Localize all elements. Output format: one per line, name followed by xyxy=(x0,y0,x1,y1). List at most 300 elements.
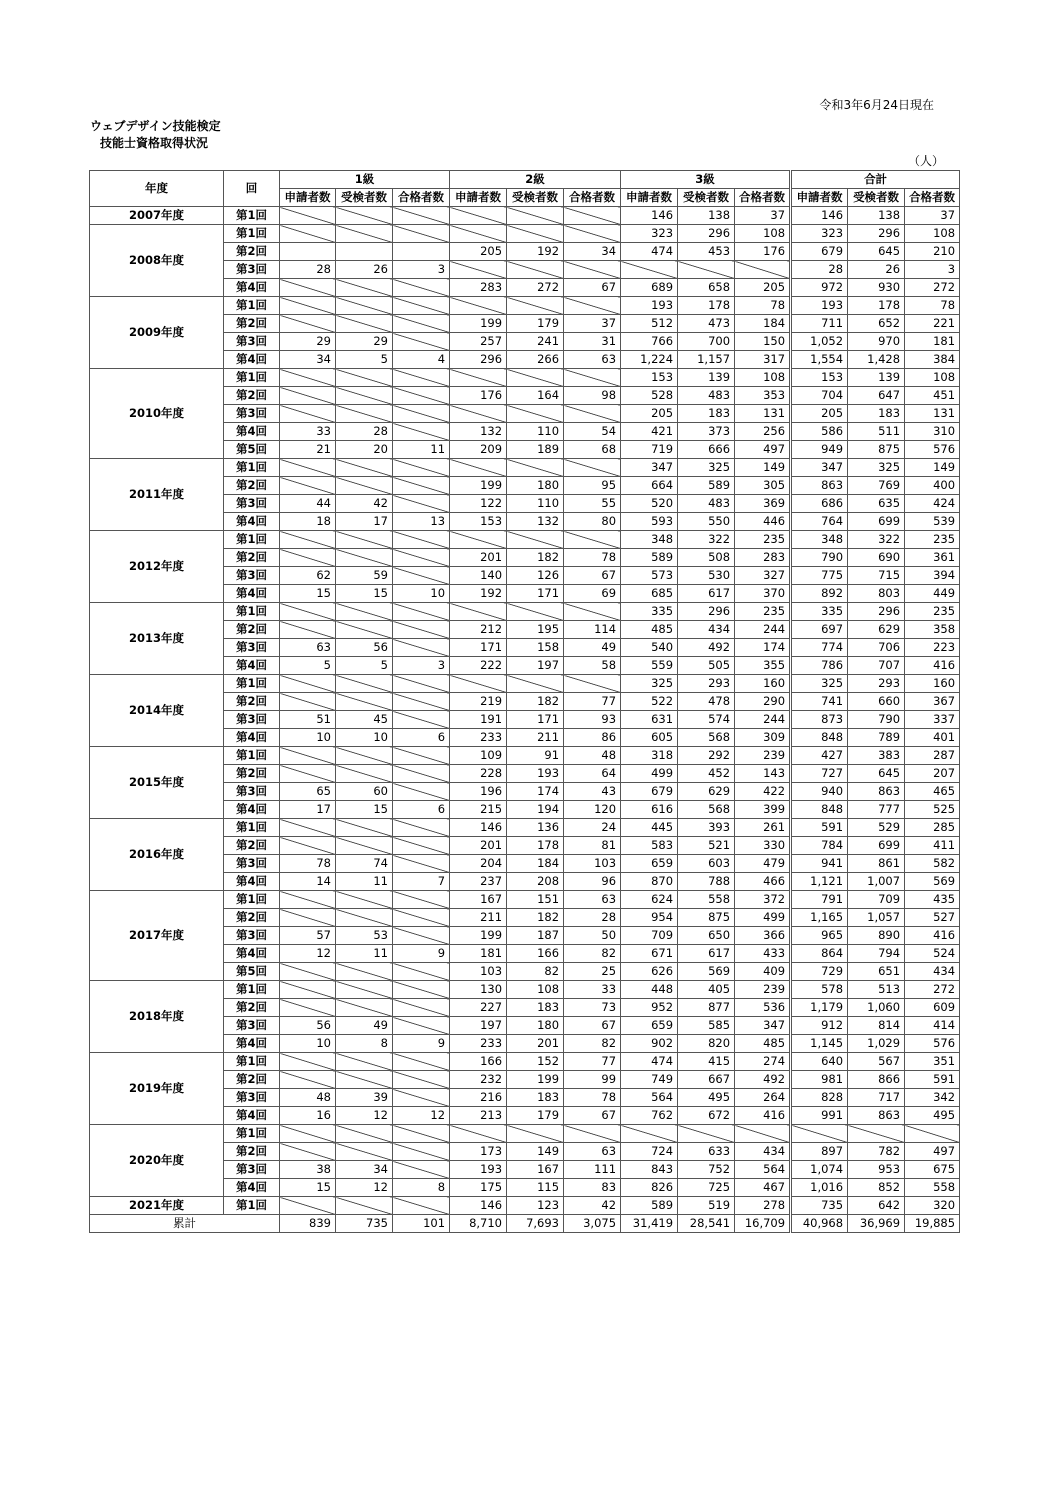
value-cell: 5 xyxy=(280,657,336,675)
total-value-cell: 19,885 xyxy=(905,1215,960,1233)
value-cell: 568 xyxy=(678,729,735,747)
value-cell: 82 xyxy=(507,963,564,981)
value-cell: 358 xyxy=(905,621,960,639)
empty-cell xyxy=(393,927,450,945)
value-cell: 667 xyxy=(678,1071,735,1089)
value-cell: 558 xyxy=(905,1179,960,1197)
report-date: 令和3年6月24日現在 xyxy=(819,98,934,112)
value-cell: 74 xyxy=(336,855,393,873)
value-cell: 465 xyxy=(905,783,960,801)
value-cell: 183 xyxy=(848,405,905,423)
round-cell: 第1回 xyxy=(224,819,280,837)
value-cell: 183 xyxy=(507,999,564,1017)
value-cell: 205 xyxy=(735,279,791,297)
value-cell: 212 xyxy=(450,621,507,639)
value-cell: 67 xyxy=(564,567,621,585)
value-cell: 216 xyxy=(450,1089,507,1107)
value-cell: 1,007 xyxy=(848,873,905,891)
value-cell: 369 xyxy=(735,495,791,513)
value-cell: 370 xyxy=(735,585,791,603)
empty-cell xyxy=(450,207,507,225)
empty-cell xyxy=(507,207,564,225)
value-cell: 108 xyxy=(735,369,791,387)
empty-cell xyxy=(280,1197,336,1215)
round-cell: 第4回 xyxy=(224,423,280,441)
value-cell: 991 xyxy=(791,1107,848,1125)
value-cell: 912 xyxy=(791,1017,848,1035)
value-cell: 474 xyxy=(621,243,678,261)
value-cell: 31 xyxy=(564,333,621,351)
value-cell: 505 xyxy=(678,657,735,675)
value-cell: 29 xyxy=(280,333,336,351)
empty-cell xyxy=(280,1143,336,1161)
round-cell: 第2回 xyxy=(224,909,280,927)
round-cell: 第1回 xyxy=(224,891,280,909)
round-cell: 第4回 xyxy=(224,585,280,603)
value-cell: 309 xyxy=(735,729,791,747)
value-cell: 256 xyxy=(735,423,791,441)
empty-cell xyxy=(393,909,450,927)
value-cell: 149 xyxy=(905,459,960,477)
value-cell: 292 xyxy=(678,747,735,765)
total-value-cell: 16,709 xyxy=(735,1215,791,1233)
value-cell: 949 xyxy=(791,441,848,459)
empty-cell xyxy=(393,333,450,351)
value-cell: 182 xyxy=(507,909,564,927)
value-cell: 29 xyxy=(336,333,393,351)
value-cell: 82 xyxy=(564,945,621,963)
round-cell: 第1回 xyxy=(224,1197,280,1215)
value-cell: 1,145 xyxy=(791,1035,848,1053)
empty-cell xyxy=(280,207,336,225)
round-cell: 第2回 xyxy=(224,387,280,405)
value-cell: 399 xyxy=(735,801,791,819)
value-cell: 1,428 xyxy=(848,351,905,369)
sub-header-passers: 合格者数 xyxy=(564,189,621,207)
value-cell: 62 xyxy=(280,567,336,585)
value-cell: 411 xyxy=(905,837,960,855)
round-cell: 第3回 xyxy=(224,639,280,657)
value-cell: 790 xyxy=(848,711,905,729)
value-cell: 56 xyxy=(280,1017,336,1035)
value-cell: 146 xyxy=(450,819,507,837)
value-cell: 727 xyxy=(791,765,848,783)
value-cell: 826 xyxy=(621,1179,678,1197)
value-cell: 205 xyxy=(791,405,848,423)
value-cell: 1,074 xyxy=(791,1161,848,1179)
value-cell: 239 xyxy=(735,981,791,999)
value-cell: 585 xyxy=(678,1017,735,1035)
value-cell: 848 xyxy=(791,729,848,747)
value-cell: 153 xyxy=(450,513,507,531)
empty-cell xyxy=(791,1125,848,1143)
value-cell: 483 xyxy=(678,387,735,405)
value-cell: 626 xyxy=(621,963,678,981)
empty-cell xyxy=(393,1143,450,1161)
table-row xyxy=(90,297,960,315)
value-cell: 660 xyxy=(848,693,905,711)
empty-cell xyxy=(393,963,450,981)
value-cell: 228 xyxy=(450,765,507,783)
empty-cell xyxy=(336,405,393,423)
value-cell: 7 xyxy=(393,873,450,891)
value-cell: 852 xyxy=(848,1179,905,1197)
empty-cell xyxy=(450,603,507,621)
value-cell: 777 xyxy=(848,801,905,819)
value-cell: 11 xyxy=(336,945,393,963)
value-cell: 650 xyxy=(678,927,735,945)
value-cell: 182 xyxy=(507,693,564,711)
total-value-cell: 735 xyxy=(336,1215,393,1233)
value-cell: 589 xyxy=(678,477,735,495)
value-cell: 788 xyxy=(678,873,735,891)
value-cell: 353 xyxy=(735,387,791,405)
round-cell: 第3回 xyxy=(224,1089,280,1107)
page-subtitle: 技能士資格取得状況 xyxy=(100,136,209,150)
value-cell: 1,060 xyxy=(848,999,905,1017)
value-cell: 49 xyxy=(336,1017,393,1035)
value-cell: 492 xyxy=(678,639,735,657)
empty-cell xyxy=(393,783,450,801)
empty-cell xyxy=(336,1053,393,1071)
value-cell: 499 xyxy=(621,765,678,783)
empty-cell xyxy=(336,477,393,495)
value-cell: 219 xyxy=(450,693,507,711)
value-cell: 530 xyxy=(678,567,735,585)
value-cell: 578 xyxy=(791,981,848,999)
value-cell: 690 xyxy=(848,549,905,567)
empty-cell xyxy=(393,423,450,441)
value-cell: 1,016 xyxy=(791,1179,848,1197)
empty-cell xyxy=(393,369,450,387)
value-cell: 361 xyxy=(905,549,960,567)
empty-cell xyxy=(393,297,450,315)
table-body xyxy=(90,207,960,1233)
value-cell: 151 xyxy=(507,891,564,909)
empty-cell xyxy=(393,1071,450,1089)
value-cell: 160 xyxy=(735,675,791,693)
value-cell: 972 xyxy=(791,279,848,297)
empty-cell xyxy=(336,765,393,783)
value-cell: 393 xyxy=(678,819,735,837)
empty-cell xyxy=(450,261,507,279)
value-cell: 183 xyxy=(507,1089,564,1107)
value-cell: 415 xyxy=(678,1053,735,1071)
value-cell: 863 xyxy=(848,1107,905,1125)
empty-cell xyxy=(393,639,450,657)
value-cell: 706 xyxy=(848,639,905,657)
value-cell: 717 xyxy=(848,1089,905,1107)
value-cell: 347 xyxy=(791,459,848,477)
empty-cell xyxy=(393,981,450,999)
value-cell: 679 xyxy=(791,243,848,261)
year-cell: 2012年度 xyxy=(90,531,224,603)
value-cell: 266 xyxy=(507,351,564,369)
value-cell: 529 xyxy=(848,819,905,837)
round-cell: 第4回 xyxy=(224,513,280,531)
value-cell: 524 xyxy=(905,945,960,963)
empty-cell xyxy=(280,405,336,423)
value-cell: 631 xyxy=(621,711,678,729)
total-value-cell: 28,541 xyxy=(678,1215,735,1233)
empty-cell xyxy=(450,297,507,315)
value-cell: 69 xyxy=(564,585,621,603)
value-cell: 400 xyxy=(905,477,960,495)
empty-cell xyxy=(336,531,393,549)
empty-cell xyxy=(393,477,450,495)
empty-cell xyxy=(507,261,564,279)
round-cell: 第4回 xyxy=(224,657,280,675)
value-cell: 122 xyxy=(450,495,507,513)
value-cell: 550 xyxy=(678,513,735,531)
value-cell: 473 xyxy=(678,315,735,333)
value-cell: 59 xyxy=(336,567,393,585)
value-cell xyxy=(336,243,393,261)
table-row xyxy=(90,225,960,243)
value-cell: 13 xyxy=(393,513,450,531)
value-cell: 37 xyxy=(735,207,791,225)
value-cell: 110 xyxy=(507,423,564,441)
empty-cell xyxy=(280,297,336,315)
value-cell: 43 xyxy=(564,783,621,801)
value-cell: 700 xyxy=(678,333,735,351)
round-cell: 第4回 xyxy=(224,801,280,819)
value-cell: 863 xyxy=(848,783,905,801)
empty-cell xyxy=(336,387,393,405)
value-cell: 103 xyxy=(450,963,507,981)
value-cell: 582 xyxy=(905,855,960,873)
value-cell: 278 xyxy=(735,1197,791,1215)
sub-header-applicants: 申請者数 xyxy=(621,189,678,207)
value-cell: 191 xyxy=(450,711,507,729)
value-cell: 68 xyxy=(564,441,621,459)
value-cell: 17 xyxy=(336,513,393,531)
value-cell: 729 xyxy=(791,963,848,981)
empty-cell xyxy=(393,837,450,855)
empty-cell xyxy=(393,711,450,729)
empty-cell xyxy=(393,567,450,585)
value-cell: 57 xyxy=(280,927,336,945)
value-cell: 5 xyxy=(336,657,393,675)
year-cell: 2009年度 xyxy=(90,297,224,369)
round-cell: 第2回 xyxy=(224,315,280,333)
value-cell: 485 xyxy=(735,1035,791,1053)
unit-label: （人） xyxy=(907,154,944,168)
sub-header-examinees: 受検者数 xyxy=(848,189,905,207)
empty-cell xyxy=(280,963,336,981)
round-cell: 第4回 xyxy=(224,1107,280,1125)
round-cell: 第1回 xyxy=(224,225,280,243)
value-cell: 861 xyxy=(848,855,905,873)
round-cell: 第2回 xyxy=(224,693,280,711)
value-cell: 67 xyxy=(564,1107,621,1125)
value-cell: 65 xyxy=(280,783,336,801)
total-value-cell: 36,969 xyxy=(848,1215,905,1233)
value-cell: 183 xyxy=(678,405,735,423)
empty-cell xyxy=(393,1197,450,1215)
value-cell: 283 xyxy=(735,549,791,567)
value-cell: 49 xyxy=(564,639,621,657)
value-cell: 131 xyxy=(735,405,791,423)
value-cell: 166 xyxy=(507,945,564,963)
value-cell: 63 xyxy=(280,639,336,657)
empty-cell xyxy=(905,1125,960,1143)
value-cell: 149 xyxy=(507,1143,564,1161)
value-cell: 699 xyxy=(848,513,905,531)
value-cell: 15 xyxy=(336,585,393,603)
value-cell: 204 xyxy=(450,855,507,873)
value-cell: 478 xyxy=(678,693,735,711)
value-cell: 146 xyxy=(621,207,678,225)
value-cell: 138 xyxy=(848,207,905,225)
empty-cell xyxy=(393,387,450,405)
value-cell: 672 xyxy=(678,1107,735,1125)
value-cell: 1,029 xyxy=(848,1035,905,1053)
round-cell: 第2回 xyxy=(224,1143,280,1161)
value-cell: 78 xyxy=(564,549,621,567)
value-cell: 591 xyxy=(791,819,848,837)
empty-cell xyxy=(280,1125,336,1143)
value-cell: 873 xyxy=(791,711,848,729)
value-cell: 201 xyxy=(450,837,507,855)
value-cell: 20 xyxy=(336,441,393,459)
value-cell: 559 xyxy=(621,657,678,675)
empty-cell xyxy=(280,999,336,1017)
value-cell: 81 xyxy=(564,837,621,855)
value-cell: 184 xyxy=(507,855,564,873)
value-cell: 132 xyxy=(450,423,507,441)
value-cell: 34 xyxy=(336,1161,393,1179)
table-row xyxy=(90,1197,960,1215)
value-cell: 492 xyxy=(735,1071,791,1089)
value-cell: 789 xyxy=(848,729,905,747)
value-cell: 647 xyxy=(848,387,905,405)
sub-header-examinees: 受検者数 xyxy=(678,189,735,207)
value-cell: 67 xyxy=(564,279,621,297)
value-cell: 414 xyxy=(905,1017,960,1035)
empty-cell xyxy=(393,279,450,297)
header-row-groups xyxy=(90,171,960,189)
empty-cell xyxy=(393,1125,450,1143)
value-cell: 38 xyxy=(280,1161,336,1179)
value-cell: 132 xyxy=(507,513,564,531)
table-row xyxy=(90,531,960,549)
value-cell: 15 xyxy=(336,801,393,819)
value-cell: 287 xyxy=(905,747,960,765)
empty-cell xyxy=(735,261,791,279)
value-cell: 367 xyxy=(905,693,960,711)
value-cell: 4 xyxy=(393,351,450,369)
value-cell: 39 xyxy=(336,1089,393,1107)
value-cell: 171 xyxy=(507,711,564,729)
value-cell: 635 xyxy=(848,495,905,513)
empty-cell xyxy=(393,549,450,567)
value-cell: 180 xyxy=(507,1017,564,1035)
value-cell: 434 xyxy=(678,621,735,639)
empty-cell xyxy=(393,1053,450,1071)
value-cell: 193 xyxy=(621,297,678,315)
value-cell: 99 xyxy=(564,1071,621,1089)
sub-header-applicants: 申請者数 xyxy=(791,189,848,207)
value-cell: 372 xyxy=(735,891,791,909)
round-cell: 第5回 xyxy=(224,441,280,459)
value-cell: 293 xyxy=(678,675,735,693)
table-row xyxy=(90,981,960,999)
value-cell: 12 xyxy=(280,945,336,963)
empty-cell xyxy=(280,279,336,297)
round-cell: 第3回 xyxy=(224,405,280,423)
value-cell: 110 xyxy=(507,495,564,513)
value-cell: 143 xyxy=(735,765,791,783)
value-cell: 791 xyxy=(791,891,848,909)
value-cell: 210 xyxy=(905,243,960,261)
value-cell: 176 xyxy=(450,387,507,405)
value-cell: 629 xyxy=(848,621,905,639)
value-cell: 325 xyxy=(791,675,848,693)
value-cell: 373 xyxy=(678,423,735,441)
value-cell: 671 xyxy=(621,945,678,963)
value-cell: 171 xyxy=(507,585,564,603)
empty-cell xyxy=(280,981,336,999)
value-cell: 10 xyxy=(280,729,336,747)
empty-cell xyxy=(564,1125,621,1143)
empty-cell xyxy=(336,1125,393,1143)
value-cell: 189 xyxy=(507,441,564,459)
empty-cell xyxy=(735,1125,791,1143)
value-cell: 451 xyxy=(905,387,960,405)
total-value-cell: 7,693 xyxy=(507,1215,564,1233)
value-cell: 24 xyxy=(564,819,621,837)
value-cell: 679 xyxy=(621,783,678,801)
value-cell xyxy=(280,243,336,261)
round-cell: 第4回 xyxy=(224,351,280,369)
empty-cell xyxy=(393,693,450,711)
value-cell: 568 xyxy=(678,801,735,819)
value-cell: 93 xyxy=(564,711,621,729)
value-cell: 158 xyxy=(507,639,564,657)
value-cell: 782 xyxy=(848,1143,905,1161)
sub-header-passers: 合格者数 xyxy=(735,189,791,207)
value-cell: 78 xyxy=(735,297,791,315)
value-cell: 272 xyxy=(507,279,564,297)
empty-cell xyxy=(336,747,393,765)
value-cell: 699 xyxy=(848,837,905,855)
round-cell: 第2回 xyxy=(224,549,280,567)
value-cell: 511 xyxy=(848,423,905,441)
empty-cell xyxy=(336,603,393,621)
year-cell: 2017年度 xyxy=(90,891,224,981)
value-cell: 540 xyxy=(621,639,678,657)
value-cell: 193 xyxy=(791,297,848,315)
value-cell: 108 xyxy=(905,369,960,387)
empty-cell xyxy=(280,747,336,765)
value-cell: 193 xyxy=(507,765,564,783)
value-cell: 296 xyxy=(848,603,905,621)
value-cell: 323 xyxy=(621,225,678,243)
value-cell: 774 xyxy=(791,639,848,657)
value-cell: 33 xyxy=(280,423,336,441)
value-cell: 775 xyxy=(791,567,848,585)
value-cell: 8 xyxy=(336,1035,393,1053)
value-cell: 715 xyxy=(848,567,905,585)
round-cell: 第2回 xyxy=(224,243,280,261)
value-cell: 25 xyxy=(564,963,621,981)
value-cell: 605 xyxy=(621,729,678,747)
value-cell: 449 xyxy=(905,585,960,603)
round-cell: 第3回 xyxy=(224,1017,280,1035)
value-cell: 479 xyxy=(735,855,791,873)
round-cell: 第2回 xyxy=(224,621,280,639)
